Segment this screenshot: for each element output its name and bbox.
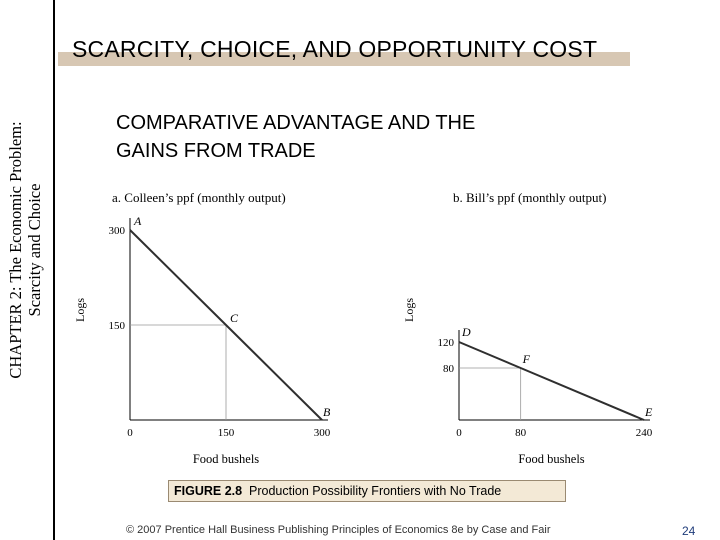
chart-b-title: b. Bill’s ppf (monthly output) xyxy=(453,190,607,205)
chart-b-x-tick-label: 240 xyxy=(635,427,653,439)
chart-b-x-tick-label: 0 xyxy=(456,427,462,439)
chart-a-y-tick-label: 300 xyxy=(108,225,125,237)
chart-a-x-tick-label: 150 xyxy=(217,427,235,439)
chart-b-point-e: E xyxy=(645,405,653,419)
chart-a-x-tick-label: 300 xyxy=(313,427,331,439)
chart-b-y-axis-label: Logs xyxy=(402,298,416,322)
figure-number: FIGURE 2.8 xyxy=(174,484,243,498)
chapter-line-2: Scarcity and Choice xyxy=(25,183,44,317)
figure-caption-text: Production Possibility Frontiers with No Trade xyxy=(249,484,502,498)
subtitle-line-1: COMPARATIVE ADVANTAGE AND THE xyxy=(116,112,476,134)
chart-a-y-axis-label: Logs xyxy=(73,298,87,322)
chart-a-title: a. Colleen’s ppf (monthly output) xyxy=(112,190,286,205)
chart-b-ppf-line xyxy=(459,342,644,420)
chart-b-x-axis-label: Food bushels xyxy=(518,452,585,466)
chart-a-point-c: C xyxy=(230,311,239,325)
page-number: 24 xyxy=(682,524,696,538)
chapter-line-1: CHAPTER 2: The Economic Problem: xyxy=(6,121,25,379)
chart-a-y-tick-label: 150 xyxy=(108,320,125,332)
chart-a-point-b: B xyxy=(323,405,331,419)
chart-b-point-f: F xyxy=(522,352,531,366)
figure-caption xyxy=(168,480,566,502)
slide-title: SCARCITY, CHOICE, AND OPPORTUNITY COST xyxy=(72,36,598,62)
subtitle-line-2: GAINS FROM TRADE xyxy=(116,140,316,162)
chart-b-x-tick-label: 80 xyxy=(515,427,527,439)
chart-a-x-axis-label: Food bushels xyxy=(192,452,260,466)
chart-a-point-a: A xyxy=(134,214,142,228)
chart-b-point-d: D xyxy=(462,325,471,339)
chart-a-x-tick-label: 0 xyxy=(127,427,133,439)
footer-copyright: © 2007 Prentice Hall Business Publishing Principles of Economics 8e by Case and Fair xyxy=(126,524,551,536)
chart-b-y-tick-label: 120 xyxy=(437,337,454,349)
chart-b-y-tick-label: 80 xyxy=(443,363,454,375)
